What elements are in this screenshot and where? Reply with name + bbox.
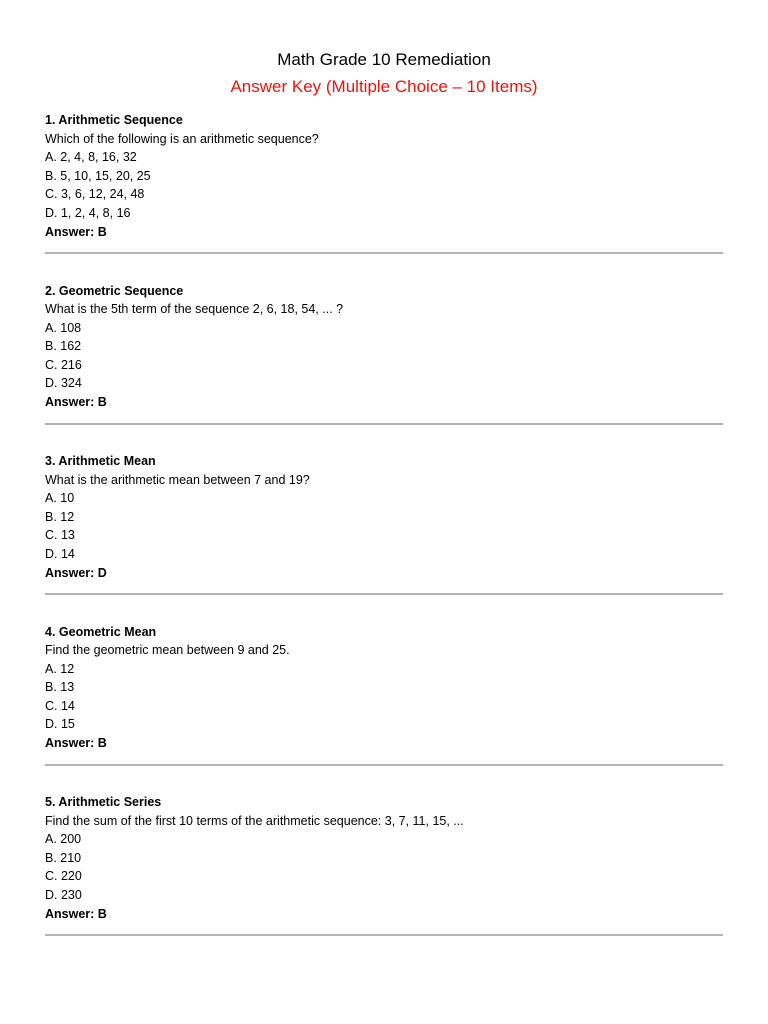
answer-label: Answer: B [45, 395, 107, 410]
option-c: C. 220 [45, 869, 82, 884]
option-b: B. 210 [45, 850, 82, 865]
question-prompt: Find the geometric mean between 9 and 25. [45, 643, 290, 658]
option-a: A. 12 [45, 661, 75, 676]
horizontal-divider [45, 252, 723, 254]
document-title: Math Grade 10 Remediation [277, 50, 491, 69]
option-d: D. 324 [45, 376, 82, 391]
question-item-1 [45, 111, 723, 282]
question-heading: 4. Geometric Mean [45, 624, 157, 639]
question-list [45, 111, 723, 964]
option-b: B. 12 [45, 509, 75, 524]
option-d: D. 230 [45, 887, 82, 902]
option-a: A. 2, 4, 8, 16, 32 [45, 150, 137, 165]
answer-label: Answer: B [45, 906, 107, 921]
option-c: C. 216 [45, 357, 82, 372]
answer-label: Answer: B [45, 224, 107, 239]
question-heading: 2. Geometric Sequence [45, 283, 184, 298]
option-d: D. 1, 2, 4, 8, 16 [45, 205, 131, 220]
option-a: A. 10 [45, 491, 75, 506]
question-heading: 1. Arithmetic Sequence [45, 113, 183, 127]
question-item-5 [45, 793, 723, 964]
answer-label: Answer: D [45, 565, 107, 580]
option-d: D. 14 [45, 546, 75, 561]
question-prompt: Which of the following is an arithmetic sequence? [45, 131, 319, 146]
question-heading: 5. Arithmetic Series [45, 795, 162, 809]
option-d: D. 15 [45, 717, 75, 732]
document-subtitle: Answer Key (Multiple Choice – 10 Items) [230, 77, 538, 96]
option-b: B. 13 [45, 680, 75, 695]
option-b: B. 162 [45, 339, 82, 354]
question-item-3 [45, 452, 723, 623]
document-header [0, 47, 768, 100]
horizontal-divider [45, 764, 723, 766]
option-a: A. 108 [45, 320, 82, 335]
question-heading: 3. Arithmetic Mean [45, 454, 156, 468]
horizontal-divider [45, 593, 723, 595]
option-b: B. 5, 10, 15, 20, 25 [45, 168, 151, 183]
option-c: C. 13 [45, 528, 75, 543]
horizontal-divider [45, 423, 723, 425]
horizontal-divider [45, 934, 723, 936]
question-prompt: What is the arithmetic mean between 7 and 19? [45, 472, 310, 487]
option-c: C. 3, 6, 12, 24, 48 [45, 187, 145, 202]
question-prompt: What is the 5th term of the sequence 2, 6, 18, 54, ... ? [45, 302, 344, 317]
question-item-4 [45, 623, 723, 794]
question-prompt: Find the sum of the first 10 terms of the arithmetic sequence: 3, 7, 11, 15, ... [45, 813, 464, 828]
answer-label: Answer: B [45, 736, 107, 751]
option-a: A. 200 [45, 832, 82, 847]
question-item-2 [45, 282, 723, 453]
option-c: C. 14 [45, 698, 75, 713]
